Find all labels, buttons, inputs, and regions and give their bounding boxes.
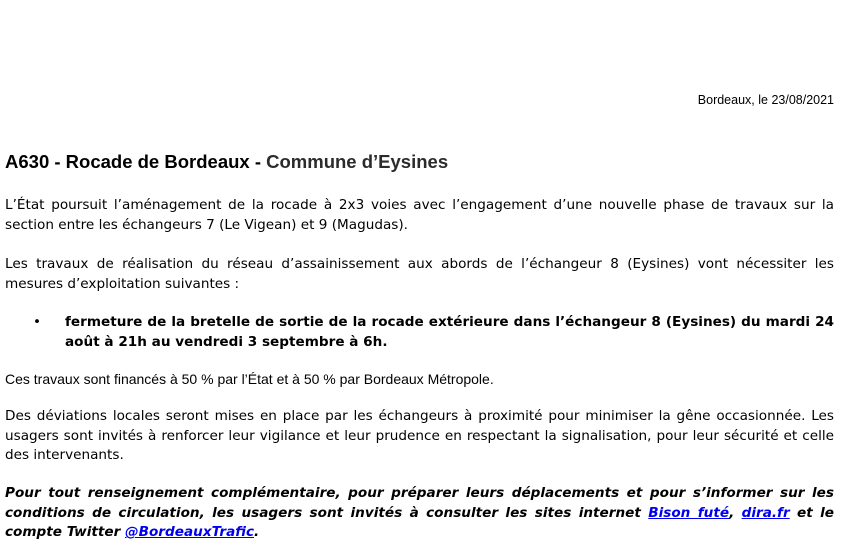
info-paragraph xyxy=(5,484,834,543)
works-paragraph: Les travaux de réalisation du réseau d’assainissement aux abords de l’échangeur 8 (Eysines) vont nécessiter les mesures d’exploitation suivantes : xyxy=(5,256,834,292)
info-text-start: Pour tout renseignement complémentaire, pour préparer leurs déplacements et pour s’informer sur les conditions de circulation, les usagers sont invités à consulter les sites internet xyxy=(5,485,834,521)
info-text-end: . xyxy=(254,524,260,540)
twitter-link[interactable]: @BordeauxTrafic xyxy=(125,524,254,540)
title-commune: Commune d’Eysines xyxy=(266,151,449,172)
closure-measure-text: fermeture de la bretelle de sortie de la rocade extérieure dans l’échangeur 8 (Eysines) du mardi 24 août à 21h au vendredi 3 septembre à 6h. xyxy=(65,314,834,350)
dira-link[interactable]: dira.fr xyxy=(741,504,790,521)
info-comma: , xyxy=(729,504,742,521)
title-main: A630 - Rocade de Bordeaux - xyxy=(5,151,261,172)
deviations-paragraph: Des déviations locales seront mises en place par les échangeurs à proximité pour minimiser la gêne occasionnée. Les usagers sont invités à renforcer leur vigilance et leur prudence en respectant la signalisation, pour leur sécurité et celle des intervenants. xyxy=(5,408,834,463)
page-title xyxy=(5,151,448,173)
date-line: Bordeaux, le 23/08/2021 xyxy=(697,93,834,107)
intro-paragraph: L’État poursuit l’aménagement de la rocade à 2x3 voies avec l’engagement d’une nouvelle phase de travaux sur la section entre les échangeurs 7 (Le Vigean) et 9 (Magudas). xyxy=(5,197,834,233)
bison-fute-link[interactable]: Bison futé xyxy=(648,504,730,521)
info-text-between: et le compte Twitter xyxy=(5,504,835,540)
bullet-marker: • xyxy=(33,314,42,330)
funding-paragraph: Ces travaux sont financés à 50 % par l’État et à 50 % par Bordeaux Métropole. xyxy=(5,371,494,387)
